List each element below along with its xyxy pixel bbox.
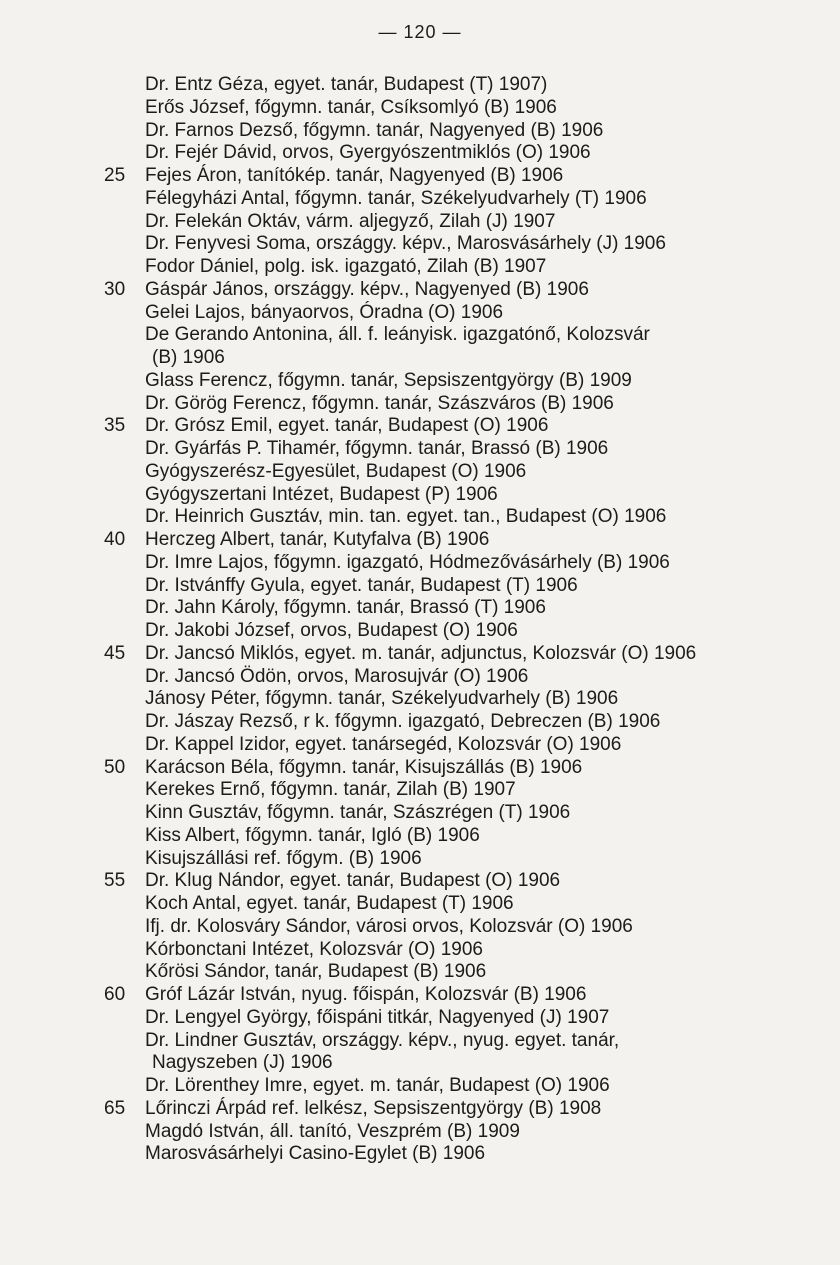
- entry-text: Gyógyszertani Intézet, Budapest (P) 1906: [145, 483, 498, 505]
- list-item: [0, 1007, 840, 1030]
- list-item: [0, 393, 840, 416]
- line-number: 65: [104, 1097, 126, 1119]
- entry-text: Ifj. dr. Kolosváry Sándor, városi orvos, Kolozsvár (O) 1906: [145, 915, 633, 937]
- list-item: [0, 438, 840, 461]
- list-item: [0, 279, 840, 302]
- entry-text: Gróf Lázár István, nyug. főispán, Kolozsvár (B) 1906: [145, 984, 587, 1005]
- entry-text: Dr. Görög Ferencz, főgymn. tanár, Szászváros (B) 1906: [145, 392, 614, 414]
- entry-text: Fodor Dániel, polg. isk. igazgató, Zilah (B) 1907: [145, 256, 547, 277]
- entry-text: Dr. Lengyel György, főispáni titkár, Nagyenyed (J) 1907: [145, 1006, 610, 1028]
- entry-text: Fejes Áron, tanítókép. tanár, Nagyenyed (B) 1906: [145, 165, 564, 186]
- entry-text: Erős József, főgymn. tanár, Csíksomlyó (B) 1906: [145, 96, 557, 118]
- list-item: [0, 506, 840, 529]
- list-item: [0, 1098, 840, 1121]
- entry-text: Dr. Heinrich Gusztáv, min. tan. egyet. tan., Budapest (O) 1906: [145, 506, 667, 528]
- entry-text: Kőrösi Sándor, tanár, Budapest (B) 1906: [145, 961, 487, 983]
- list-item: [0, 484, 840, 507]
- list-item: [0, 165, 840, 188]
- list-item: [0, 256, 840, 279]
- list-item: [0, 779, 840, 802]
- entry-text: Kórbonctani Intézet, Kolozsvár (O) 1906: [145, 938, 483, 960]
- entry-text: Félegyházi Antal, főgymn. tanár, Székelyudvarhely (T) 1906: [145, 187, 647, 209]
- list-item: [0, 97, 840, 120]
- list-item: [0, 984, 840, 1007]
- list-item: [0, 529, 840, 552]
- entry-text: Dr. Kappel Izidor, egyet. tanársegéd, Kolozsvár (O) 1906: [145, 733, 622, 755]
- list-item: [0, 802, 840, 825]
- entry-text: Dr. Jahn Károly, főgymn. tanár, Brassó (T) 1906: [145, 597, 546, 619]
- list-item: [0, 142, 840, 165]
- list-item: [0, 893, 840, 916]
- entry-text: Dr. Jászay Rezső, r k. főgymn. igazgató, Debreczen (B) 1906: [145, 711, 661, 732]
- line-number: 55: [104, 870, 126, 892]
- list-item: [0, 916, 840, 939]
- entry-text: Dr. Lindner Gusztáv, országgy. képv., nyug. egyet. tanár,: [145, 1029, 620, 1051]
- entry-text: Marosvásárhelyi Casino-Egylet (B) 1906: [145, 1143, 486, 1165]
- list-item: [0, 734, 840, 757]
- list-item: [0, 757, 840, 780]
- entry-text: Dr. Istvánffy Gyula, egyet. tanár, Budapest (T) 1906: [145, 574, 578, 596]
- entry-text: De Gerando Antonina, áll. f. leányisk. igazgatónő, Kolozsvár: [145, 324, 650, 346]
- list-item: [0, 211, 840, 234]
- entry-text: Kinn Gusztáv, főgymn. tanár, Szászrégen (T) 1906: [145, 802, 571, 823]
- list-item: [0, 939, 840, 962]
- entry-text: Dr. Imre Lajos, főgymn. igazgató, Hódmezővásárhely (B) 1906: [145, 551, 670, 573]
- entry-text: Dr. Farnos Dezső, főgymn. tanár, Nagyenyed (B) 1906: [145, 119, 604, 141]
- line-number: 30: [104, 278, 126, 300]
- entry-text: Jánosy Péter, főgymn. tanár, Székelyudvarhely (B) 1906: [145, 688, 619, 710]
- line-number: 25: [104, 165, 126, 186]
- entry-text: Kisujszállási ref. főgym. (B) 1906: [145, 847, 422, 869]
- entry-text: Gyógyszerész-Egyesület, Budapest (O) 1906: [145, 460, 527, 482]
- entry-text: Magdó István, áll. tanító, Veszprém (B) 1909: [145, 1120, 520, 1142]
- line-number: 40: [104, 529, 126, 550]
- line-number: 60: [104, 984, 126, 1005]
- entry-text: Gelei Lajos, bányaorvos, Óradna (O) 1906: [145, 301, 504, 323]
- list-item: [0, 643, 840, 666]
- list-item: [0, 620, 840, 643]
- list-item: [0, 120, 840, 143]
- line-number: 35: [104, 415, 126, 437]
- list-item: [0, 1075, 840, 1098]
- entry-text: Dr. Klug Nándor, egyet. tanár, Budapest (O) 1906: [145, 870, 561, 892]
- list-item: [0, 825, 840, 848]
- entry-text: Dr. Grósz Emil, egyet. tanár, Budapest (O) 1906: [145, 415, 549, 437]
- list-item: [0, 415, 840, 438]
- list-item: [0, 688, 840, 711]
- entry-text: Dr. Lörenthey Imre, egyet. m. tanár, Budapest (O) 1906: [145, 1075, 610, 1096]
- entry-text: Dr. Jakobi József, orvos, Budapest (O) 1906: [145, 620, 518, 641]
- list-item: [0, 597, 840, 620]
- list-item: [0, 1030, 840, 1053]
- entry-text: Dr. Fenyvesi Soma, országgy. képv., Marosvásárhely (J) 1906: [145, 233, 666, 255]
- entry-text: Dr. Entz Géza, egyet. tanár, Budapest (T) 1907): [145, 74, 548, 95]
- list-item: [0, 74, 840, 97]
- list-item: [0, 188, 840, 211]
- list-item: [0, 711, 840, 734]
- entry-text: Kerekes Ernő, főgymn. tanár, Zilah (B) 1907: [145, 779, 516, 801]
- list-item: [0, 324, 840, 347]
- list-item: [0, 552, 840, 575]
- entry-text: Gáspár János, országgy. képv., Nagyenyed (B) 1906: [145, 278, 589, 300]
- list-item-continuation: [0, 1052, 840, 1075]
- line-number: 45: [104, 642, 126, 664]
- list-item: [0, 848, 840, 871]
- list-item: [0, 370, 840, 393]
- list-item: [0, 302, 840, 325]
- entry-text: Dr. Fejér Dávid, orvos, Gyergyószentmiklós (O) 1906: [145, 142, 591, 164]
- list-item: [0, 961, 840, 984]
- page-number: — 120 —: [378, 22, 462, 42]
- entry-text: Dr. Gyárfás P. Tihamér, főgymn. tanár, Brassó (B) 1906: [145, 438, 609, 459]
- entry-text: Kiss Albert, főgymn. tanár, Igló (B) 1906: [145, 824, 480, 846]
- entry-text: Dr. Jancsó Miklós, egyet. m. tanár, adjunctus, Kolozsvár (O) 1906: [145, 642, 697, 664]
- list-item: [0, 1121, 840, 1144]
- list-item: [0, 461, 840, 484]
- entry-text: Karácson Béla, főgymn. tanár, Kisujszállás (B) 1906: [145, 756, 583, 778]
- member-list: [0, 74, 840, 1166]
- line-number: 50: [104, 756, 126, 778]
- entry-text: Dr. Jancsó Ödön, orvos, Marosujvár (O) 1906: [145, 665, 529, 687]
- entry-text: Dr. Felekán Oktáv, várm. aljegyző, Zilah (J) 1907: [145, 210, 556, 232]
- list-item-continuation: [0, 347, 840, 370]
- entry-text: Nagyszeben (J) 1906: [152, 1052, 333, 1074]
- list-item: [0, 1143, 840, 1166]
- list-item: [0, 870, 840, 893]
- list-item: [0, 575, 840, 598]
- list-item: [0, 233, 840, 256]
- entry-text: (B) 1906: [152, 347, 225, 368]
- entry-text: Glass Ferencz, főgymn. tanár, Sepsiszentgyörgy (B) 1909: [145, 369, 632, 391]
- list-item: [0, 666, 840, 689]
- entry-text: Koch Antal, egyet. tanár, Budapest (T) 1906: [145, 893, 514, 914]
- entry-text: Lőrinczi Árpád ref. lelkész, Sepsiszentgyörgy (B) 1908: [145, 1097, 602, 1119]
- entry-text: Herczeg Albert, tanár, Kutyfalva (B) 1906: [145, 529, 490, 550]
